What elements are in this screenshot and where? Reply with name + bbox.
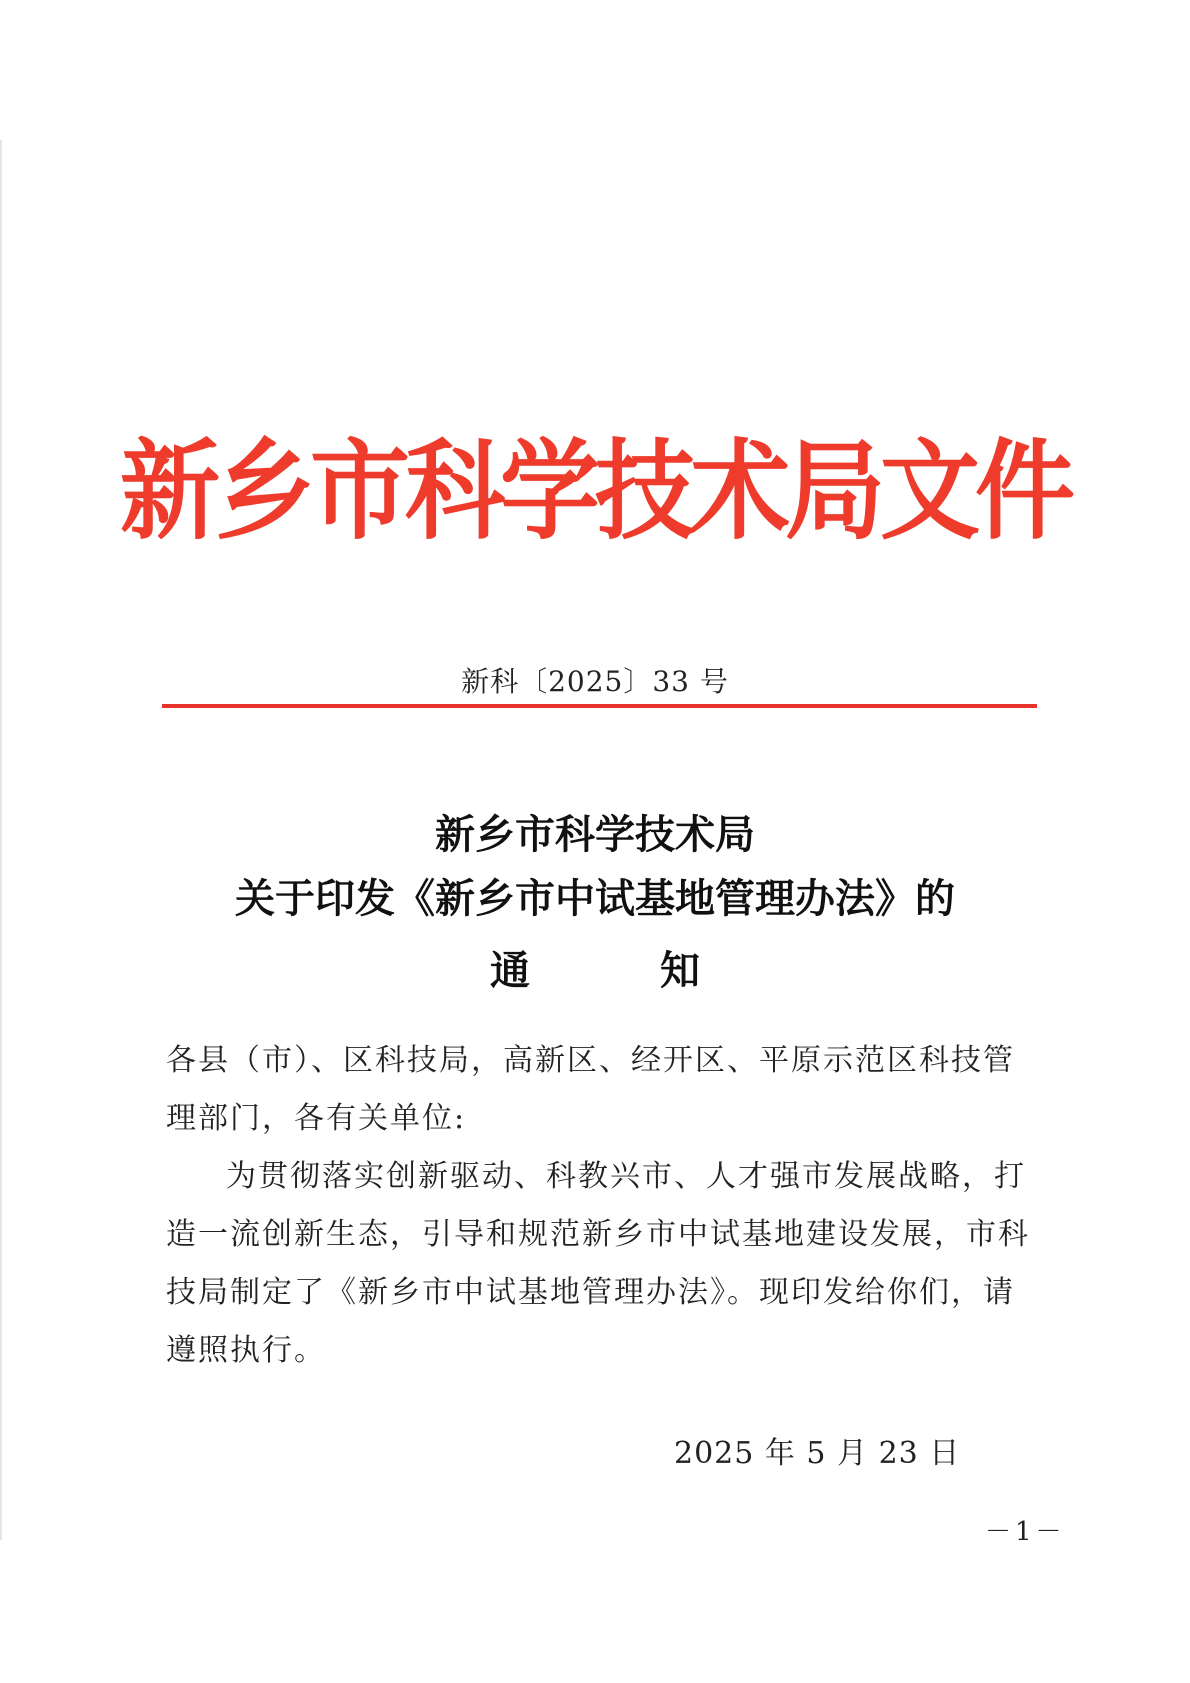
salutation: 各县（市）、区科技局，高新区、经开区、平原示范区科技管理部门，各有关单位: [166,1043,1015,1136]
notice-title-line-1: 新乡市科学技术局 [435,811,755,858]
document-number: 新科〔2025〕33 号 [461,665,729,698]
notice-title-line-3: 通 知 [490,947,758,994]
notice-title-line-2: 关于印发《新乡市中试基地管理办法》的 [235,875,955,922]
red-separator-line [162,704,1037,708]
issuing-authority-header: 新乡市科学技术局文件 [120,428,1070,555]
issue-date: 2025 年 5 月 23 日 [674,1436,961,1471]
body-paragraph: 为贯彻落实创新驱动、科教兴市、人才强市发展战略，打造一流创新生态，引导和规范新乡市中试基地建设发展，市科技局制定了《新乡市中试基地管理办法》。现印发给你们，请遵照执行。 [166,1159,1030,1368]
page-number: －1－ [985,1517,1066,1547]
